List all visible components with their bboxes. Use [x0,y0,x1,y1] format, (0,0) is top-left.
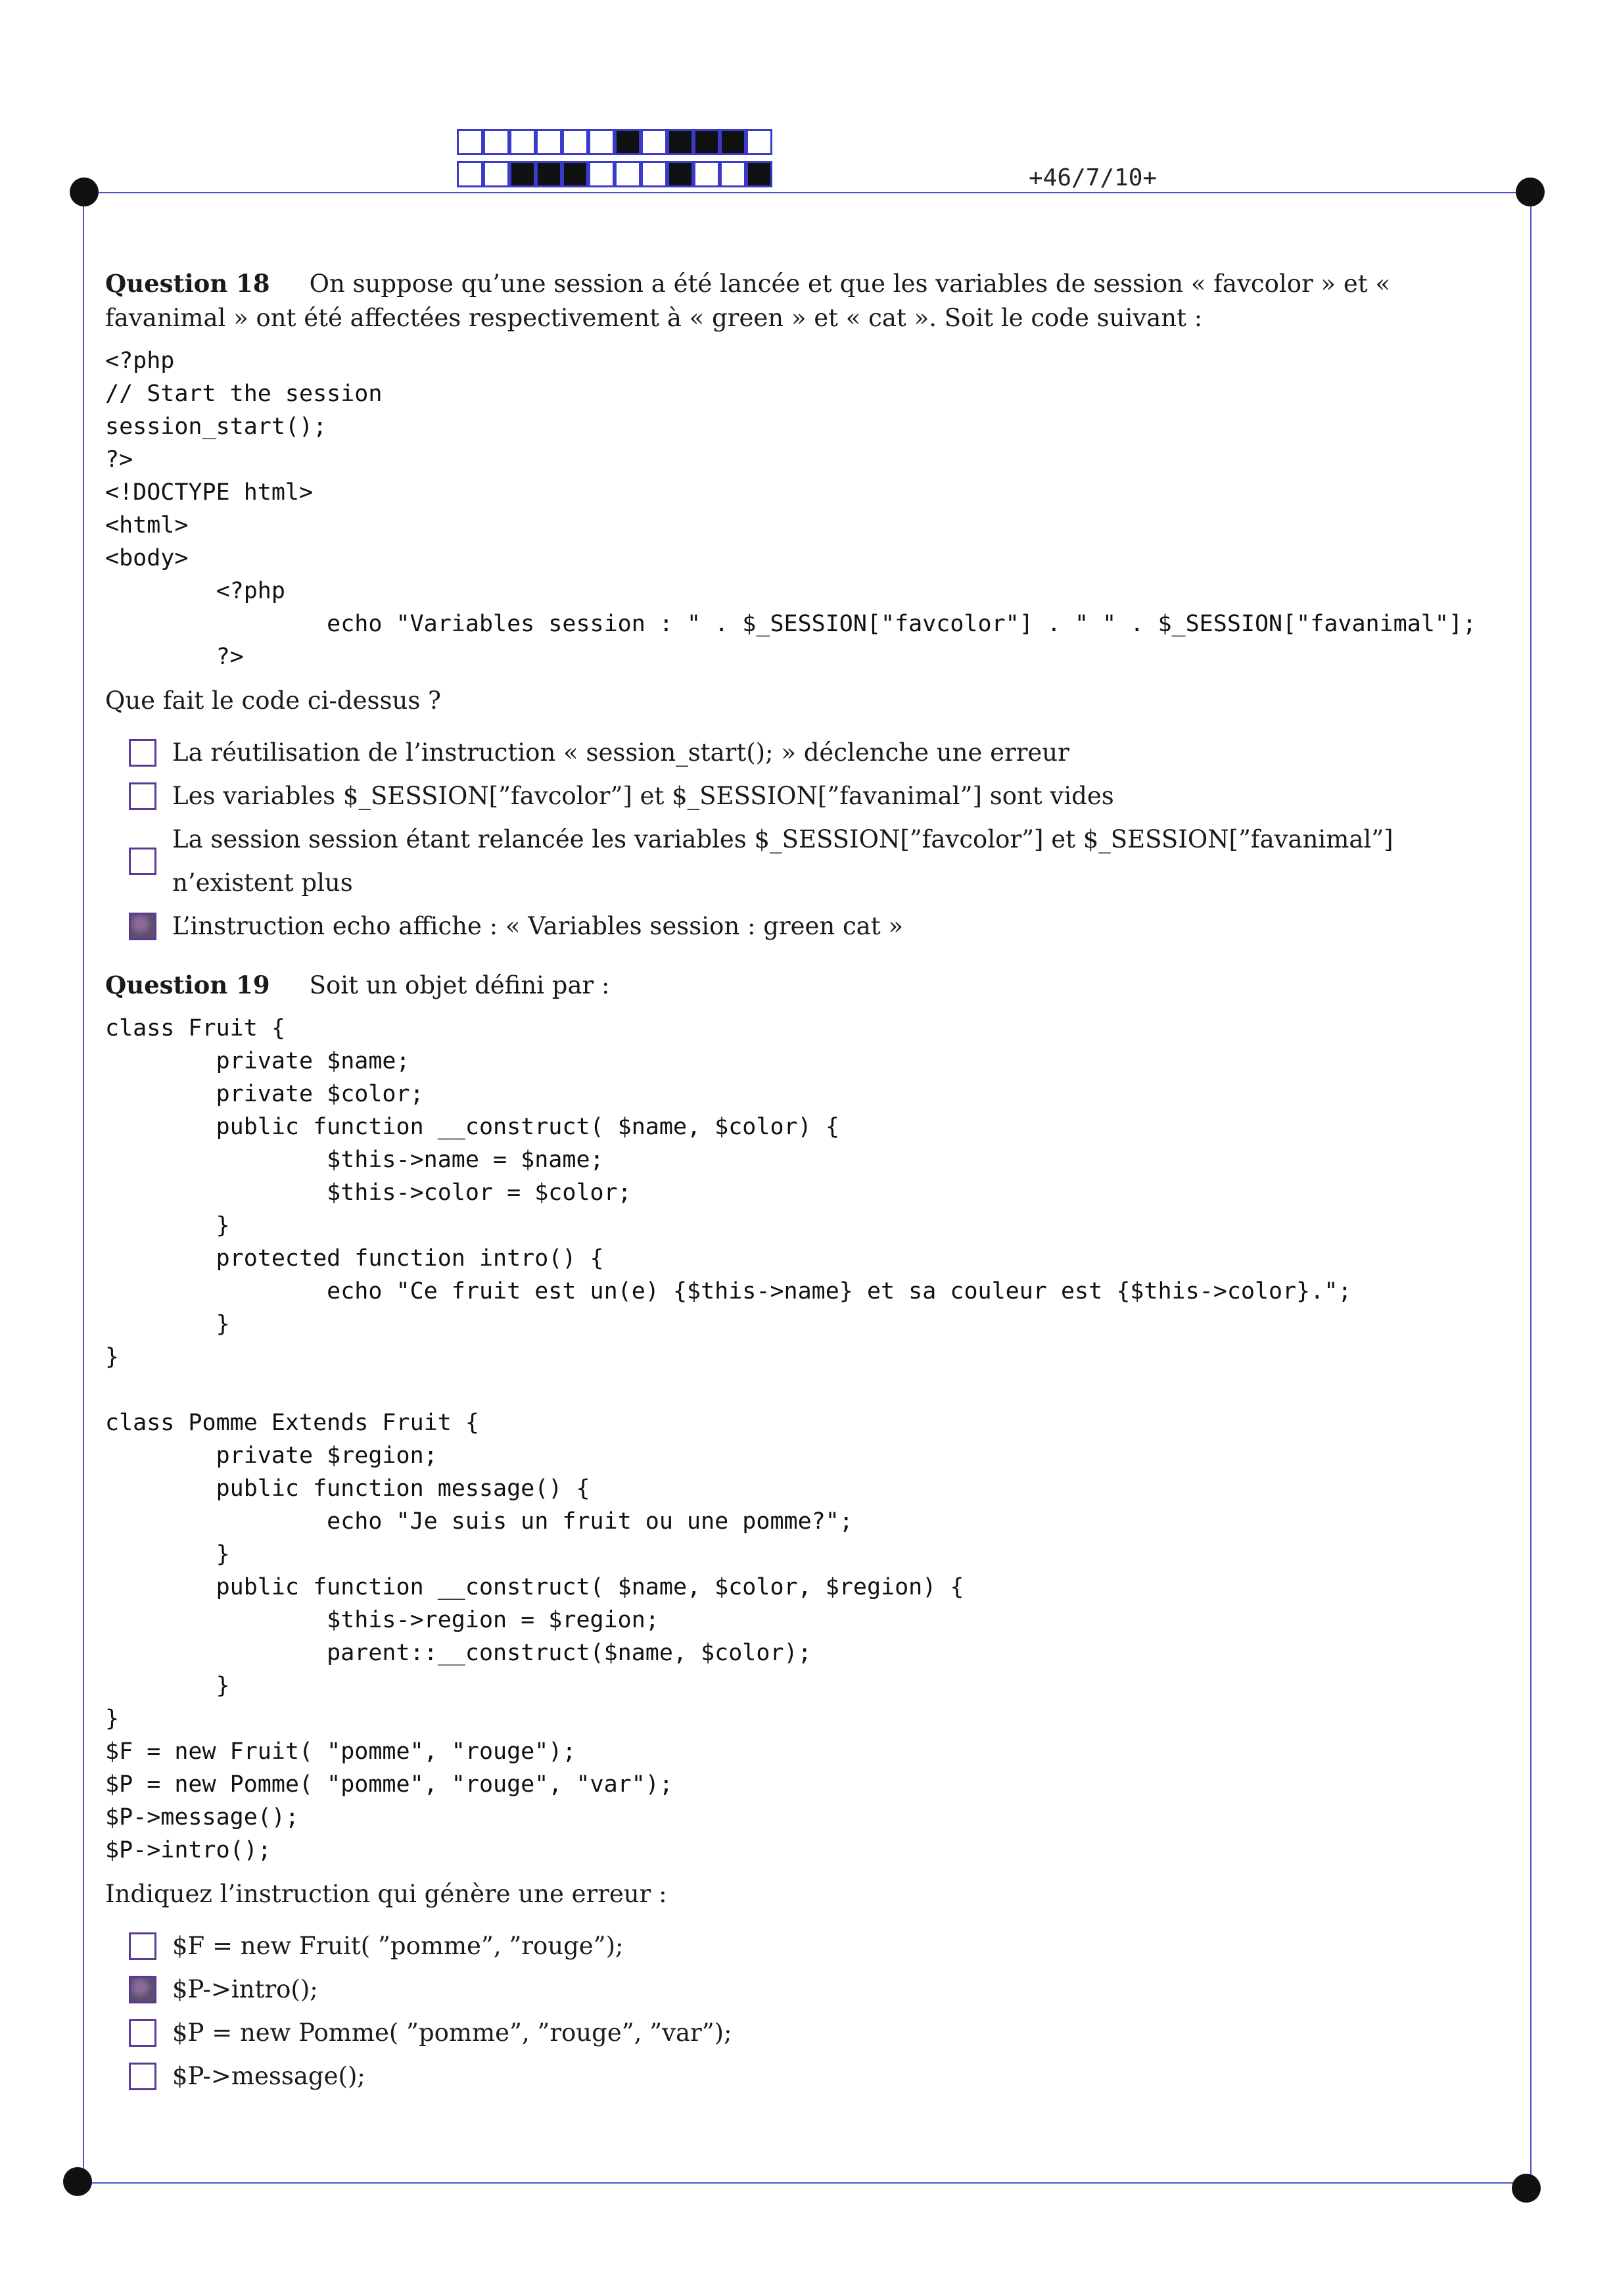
question-18-answers [129,731,1518,948]
answer-checkbox[interactable] [129,782,156,810]
answer-option[interactable] [129,818,1518,905]
answer-checkbox[interactable] [129,2019,156,2047]
code-cell-filled [562,161,588,187]
code-cell-empty [509,129,536,155]
code-cell-filled [667,161,693,187]
exam-content [105,266,1518,2098]
answer-option[interactable] [129,775,1518,818]
answer-checkbox[interactable] [129,848,156,875]
registration-mark-bottom-right [1512,2174,1541,2203]
answer-text: $P->intro(); [172,1975,318,2003]
answer-checkbox-checked[interactable] [129,1976,156,2003]
question-18-statement [105,266,1518,335]
answer-checkbox[interactable] [129,739,156,767]
code-cell-empty [483,129,509,155]
page-id-code-row-1 [457,129,772,155]
code-cell-empty [588,129,615,155]
answer-text: $P->message(); [172,2062,365,2090]
code-cell-filled [667,129,693,155]
answer-checkbox-checked[interactable] [129,913,156,940]
code-cell-empty [693,161,720,187]
answer-checkbox[interactable] [129,2063,156,2090]
answer-text: Les variables $_SESSION[”favcolor”] et $_SESSION[”favanimal”] sont vides [172,782,1114,810]
code-cell-empty [562,129,588,155]
answer-option[interactable] [129,1968,1518,2011]
code-cell-filled [536,161,562,187]
answer-option[interactable] [129,905,1518,948]
page-code: +46/7/10+ [1029,164,1158,191]
answer-option[interactable] [129,2011,1518,2055]
code-cell-filled [615,129,641,155]
question-18-prompt: Que fait le code ci-dessus ? [105,686,441,715]
question-19-answers [129,1925,1518,2098]
answer-text: $F = new Fruit( ”pomme”, ”rouge”); [172,1932,624,1960]
question-18-text: On suppose qu’une session a été lancée et que les variables de session « favcolor » et « favanimal » ont été affectées respectivement à « green » et « cat ». Soit le code suivant : [105,270,1390,332]
code-cell-empty [457,161,483,187]
code-cell-filled [746,161,772,187]
question-19-text: Soit un objet défini par : [309,971,610,999]
code-cell-filled [720,129,746,155]
registration-mark-top-left [70,178,99,206]
code-cell-empty [588,161,615,187]
answer-text: $P = new Pomme( ”pomme”, ”rouge”, ”var”); [172,2019,732,2047]
code-cell-empty [615,161,641,187]
code-cell-empty [746,129,772,155]
code-cell-empty [641,129,667,155]
code-cell-empty [536,129,562,155]
question-18-label: Question 18 [105,269,270,298]
answer-option[interactable] [129,731,1518,775]
answer-option[interactable] [129,1925,1518,1968]
question-19-statement [105,968,1518,1003]
question-19-prompt: Indiquez l’instruction qui génère une erreur : [105,1880,667,1908]
page-id-code-row-2 [457,161,772,187]
question-19-label: Question 19 [105,970,270,999]
answer-text: La réutilisation de l’instruction « session_start(); » déclenche une erreur [172,738,1069,767]
question-18-code: <?php // Start the session session_start(); ?> <!DOCTYPE html> <html> <body> <?php echo "Variables session : " . $_SESSION["favcolor"] . " " . $_SESSION["favanimal"]; ?> [105,348,1477,670]
registration-mark-bottom-left [63,2167,92,2196]
code-cell-filled [509,161,536,187]
answer-text: L’instruction echo affiche : « Variables session : green cat » [172,912,904,940]
code-cell-empty [720,161,746,187]
code-cell-empty [457,129,483,155]
registration-mark-top-right [1516,178,1545,206]
answer-text: La session session étant relancée les variables $_SESSION[”favcolor”] et $_SESSION[”favanimal”] n’existent plus [172,825,1393,897]
answer-option[interactable] [129,2055,1518,2098]
code-cell-filled [693,129,720,155]
question-19-code: class Fruit { private $name; private $color; public function __construct( $name, $color) { $this->name = $name; $this->color = $color; } protected function intro() { echo "Ce fruit est un(e) {$this->name} et sa couleur est {$this->color}."; } } class Pomme Extends Fruit { private $region; public function message() { echo "Je suis un fruit ou une pomme?"; } public function __construct( $name, $color, $region) { $this->region = $region; parent::__construct($name, $color); } } $F = new Fruit( "pomme", "rouge"); $P = new Pomme( "pomme", "rouge", "var"); $P->message(); $P->intro(); [105,1015,1352,1863]
code-cell-empty [641,161,667,187]
code-cell-empty [483,161,509,187]
answer-checkbox[interactable] [129,1932,156,1960]
